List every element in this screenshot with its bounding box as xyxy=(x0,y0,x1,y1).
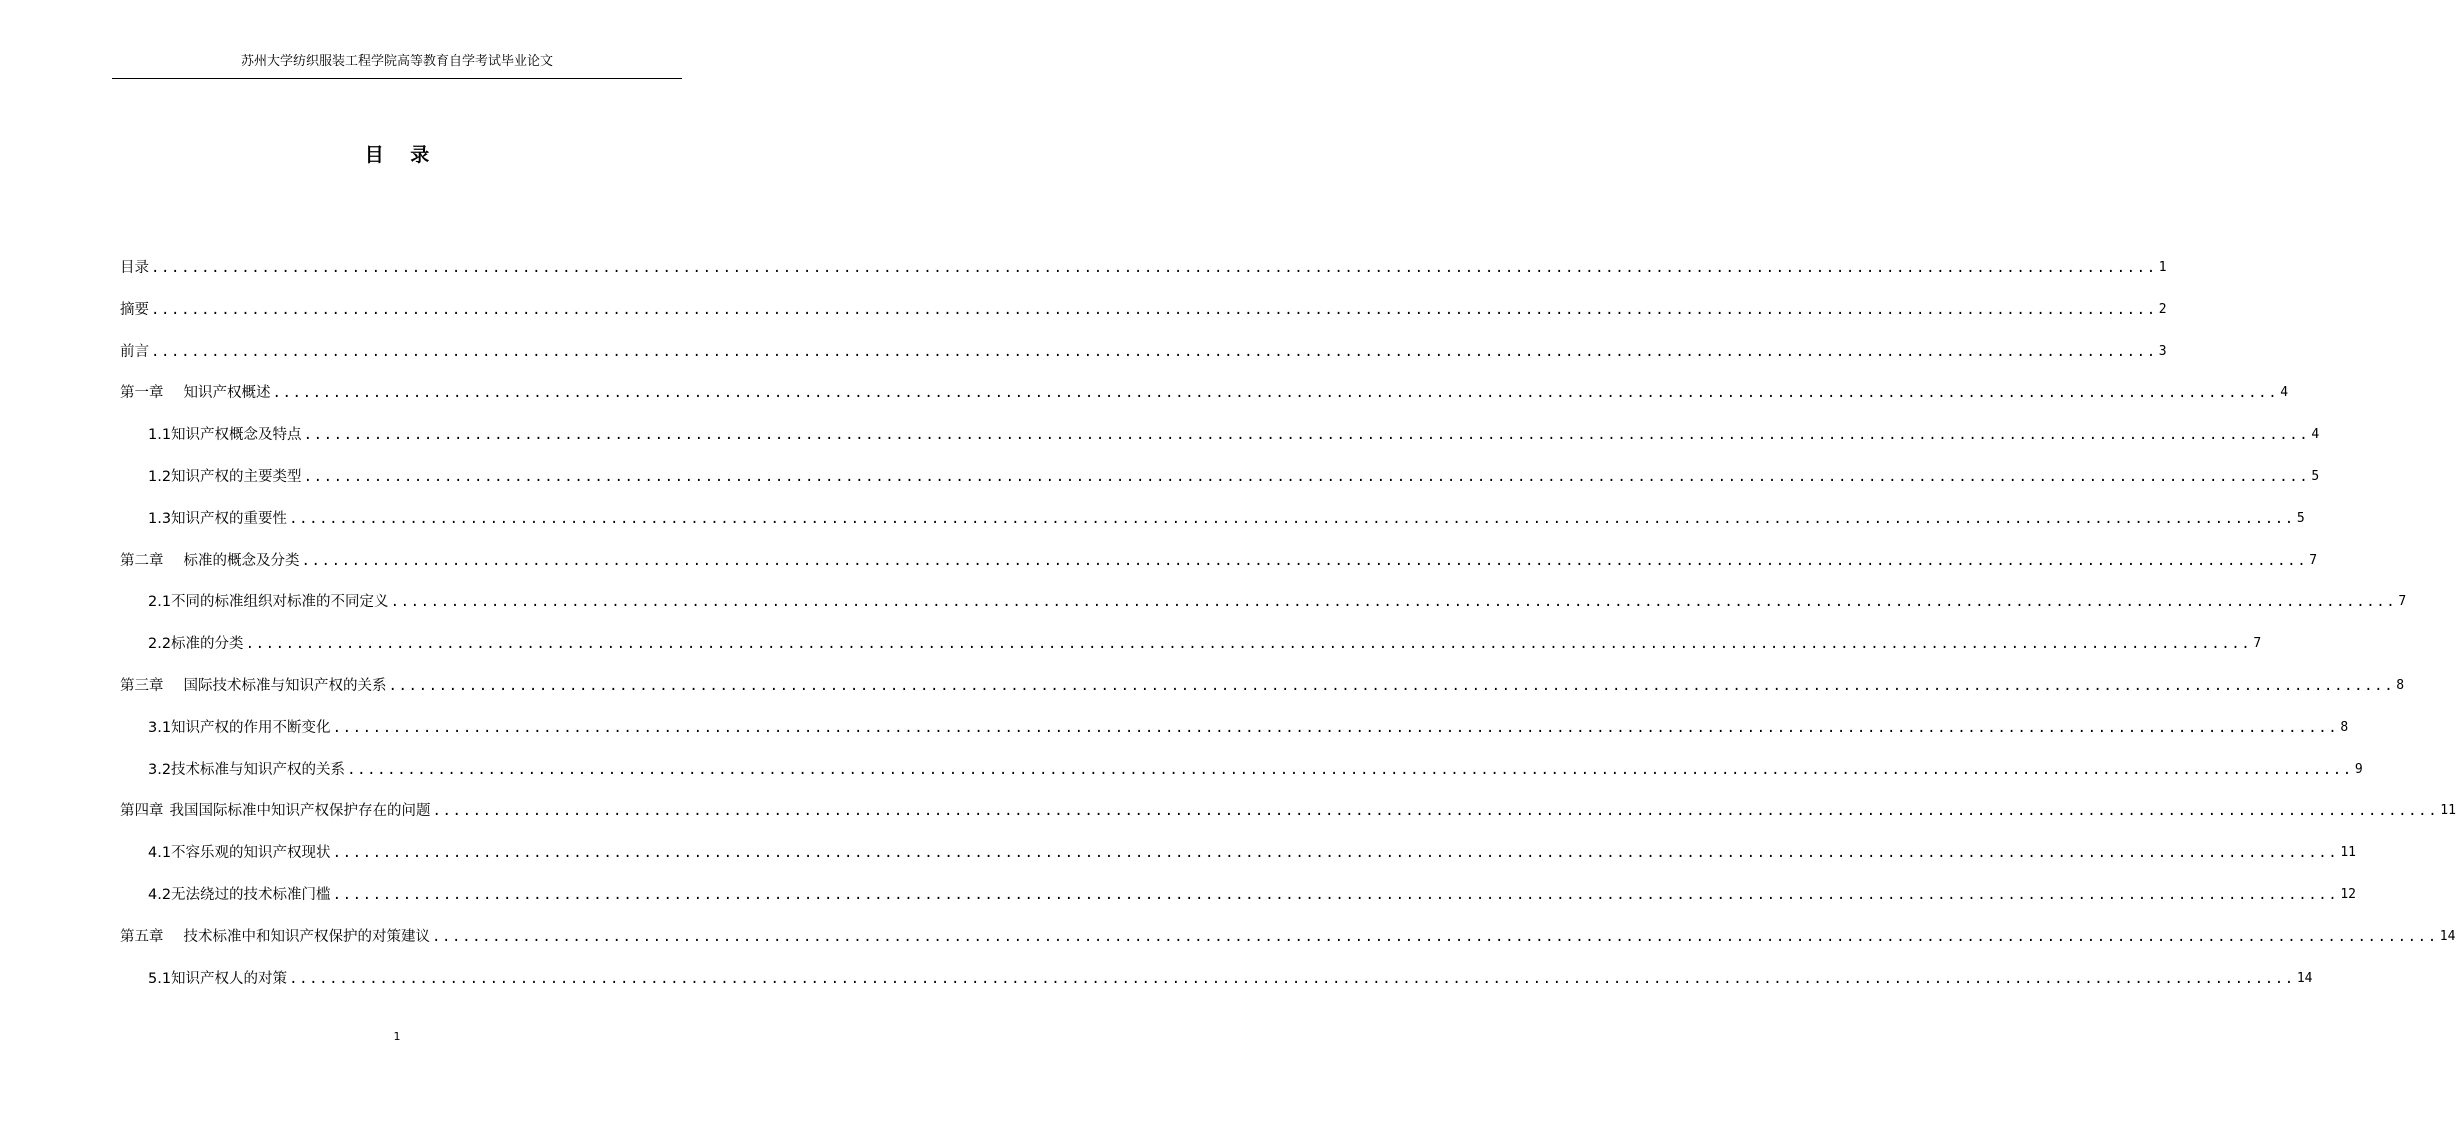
toc-dot-leader: ........................................................................................................................................................................................................ xyxy=(301,552,2308,569)
toc-dot-leader: ........................................................................................................................................................................................................ xyxy=(347,761,2353,778)
toc-entry[interactable] xyxy=(148,507,2305,529)
toc-dot-leader: ........................................................................................................................................................................................................ xyxy=(303,427,2310,444)
page-header xyxy=(112,52,682,79)
toc-entry-label xyxy=(148,843,331,863)
toc-entry-title: 第三章 xyxy=(120,678,164,694)
toc-entry-title: 1.3知识产权的重要性 xyxy=(148,510,288,527)
toc-dot-leader: ........................................................................................................................................................................................................ xyxy=(432,803,2439,820)
toc-entry[interactable] xyxy=(120,549,2318,571)
toc-entry-page: 5 xyxy=(2311,469,2320,484)
toc-entry[interactable] xyxy=(148,758,2363,780)
toc-entry[interactable] xyxy=(148,841,2356,863)
toc-entry-label xyxy=(148,467,302,487)
toc-entry[interactable] xyxy=(120,298,2167,320)
toc-entry-label xyxy=(148,885,331,905)
toc-entry-label xyxy=(148,592,389,612)
toc-dot-leader: ........................................................................................................................................................................................................ xyxy=(332,719,2339,736)
toc-entry[interactable] xyxy=(120,925,2456,947)
toc-dot-leader: ........................................................................................................................................................................................................ xyxy=(332,845,2339,862)
toc-entry-title: 2.2标准的分类 xyxy=(148,636,244,653)
toc-entry[interactable] xyxy=(120,256,2167,278)
toc-entry-title: 4.2无法绕过的技术标准门槛 xyxy=(148,887,331,903)
toc-entry-title: 1.2知识产权的主要类型 xyxy=(148,469,302,485)
toc-dot-leader: ........................................................................................................................................................................................................ xyxy=(151,260,2157,276)
toc-entry-page: 12 xyxy=(2340,887,2356,902)
toc-entry-label xyxy=(120,801,431,821)
toc-entry-label xyxy=(120,300,149,320)
toc-entry-label xyxy=(148,634,244,654)
toc-entry-subtitle: 我国国际标准中知识产权保护存在的问题 xyxy=(169,803,431,820)
page-number: 1 xyxy=(393,1030,401,1043)
toc-dot-leader: ........................................................................................................................................................................................................ xyxy=(151,301,2157,318)
toc-entry-page: 14 xyxy=(2296,970,2313,986)
toc-entry-label xyxy=(120,383,271,403)
toc-entry-subtitle: 技术标准中和知识产权保护的对策建议 xyxy=(183,928,430,945)
toc-entry-title: 4.1不容乐观的知识产权现状 xyxy=(148,845,331,862)
toc-dot-leader: ........................................................................................................................................................................................................ xyxy=(272,385,2279,402)
toc-entry-page: 4 xyxy=(2280,385,2289,401)
toc-entry-page: 7 xyxy=(2253,636,2262,652)
toc-entry-label xyxy=(148,718,331,738)
toc-entry-title: 3.2技术标准与知识产权的关系 xyxy=(148,761,346,778)
header-text: 苏州大学纺织服装工程学院高等教育自学考试毕业论文 xyxy=(240,54,553,69)
toc-entry-label xyxy=(120,551,300,571)
toc-dot-leader: ........................................................................................................................................................................................................ xyxy=(289,510,2295,527)
toc-entry-page: 8 xyxy=(2340,719,2349,735)
toc-entry-label xyxy=(148,425,302,445)
toc-entry-title: 目录 xyxy=(120,260,149,276)
toc-entry-page: 2 xyxy=(2158,301,2167,317)
toc-entry-label xyxy=(120,927,430,947)
toc-entry-label xyxy=(148,509,287,529)
page-title: 目 录 xyxy=(364,144,440,166)
toc-entry-page: 7 xyxy=(2398,594,2407,610)
toc-entry-title: 第五章 xyxy=(120,928,164,945)
toc-entry[interactable] xyxy=(148,883,2356,905)
toc-entry[interactable] xyxy=(120,381,2289,403)
toc-entry-label xyxy=(148,760,345,780)
toc-entry-label xyxy=(120,258,149,278)
toc-entry-title: 前言 xyxy=(120,343,149,360)
toc-entry-page: 3 xyxy=(2158,343,2167,359)
toc-entry-title: 摘要 xyxy=(120,301,149,318)
toc-dot-leader: ........................................................................................................................................................................................................ xyxy=(245,636,2252,653)
toc-entry-page: 11 xyxy=(2440,803,2456,819)
toc-entry[interactable] xyxy=(120,340,2167,362)
toc-entry-page: 14 xyxy=(2439,928,2456,944)
toc-dot-leader: ........................................................................................................................................................................................................ xyxy=(332,887,2339,903)
toc-entry-page: 8 xyxy=(2396,678,2405,693)
toc-entry-label xyxy=(120,676,387,696)
toc-entry-page: 9 xyxy=(2354,761,2363,777)
toc-entry-title: 3.1知识产权的作用不断变化 xyxy=(148,719,331,736)
toc-entry[interactable] xyxy=(148,590,2407,612)
toc-entry-title: 1.1知识产权概念及特点 xyxy=(148,427,302,444)
page-footer xyxy=(0,1030,794,1044)
toc-entry-subtitle: 国际技术标准与知识产权的关系 xyxy=(183,678,387,694)
toc-entry-title: 5.1知识产权人的对策 xyxy=(148,970,288,987)
toc-entry-subtitle: 知识产权概述 xyxy=(183,385,271,402)
toc-entry-page: 4 xyxy=(2311,427,2320,443)
toc-dot-leader: ........................................................................................................................................................................................................ xyxy=(388,678,2395,694)
toc-dot-leader: ........................................................................................................................................................................................................ xyxy=(151,343,2157,360)
toc-entry[interactable] xyxy=(120,674,2405,696)
toc-entry-page: 5 xyxy=(2296,510,2305,526)
toc-dot-leader: ........................................................................................................................................................................................................ xyxy=(303,469,2310,485)
toc-entry-title: 第二章 xyxy=(120,552,164,569)
toc-entry[interactable] xyxy=(148,716,2349,738)
toc-entry-label xyxy=(148,969,287,989)
toc-entry-title: 第四章 xyxy=(120,803,164,820)
toc-entry-page: 1 xyxy=(2158,260,2167,275)
toc-entry-title: 第一章 xyxy=(120,385,164,402)
toc-entry[interactable] xyxy=(148,423,2320,445)
toc-entry[interactable] xyxy=(148,967,2313,989)
toc-entry[interactable] xyxy=(148,632,2262,654)
toc-entry-page: 7 xyxy=(2309,552,2318,568)
toc-entry-title: 2.1不同的标准组织对标准的不同定义 xyxy=(148,594,389,611)
toc-dot-leader: ........................................................................................................................................................................................................ xyxy=(390,594,2397,611)
toc-entry[interactable] xyxy=(148,465,2320,487)
toc-dot-leader: ........................................................................................................................................................................................................ xyxy=(432,928,2438,945)
toc-entry-page: 11 xyxy=(2340,845,2356,861)
toc-entry[interactable] xyxy=(120,799,2456,821)
toc-entry-subtitle: 标准的概念及分类 xyxy=(183,552,300,569)
toc-entry-label xyxy=(120,342,149,362)
toc-dot-leader: ........................................................................................................................................................................................................ xyxy=(289,970,2295,987)
